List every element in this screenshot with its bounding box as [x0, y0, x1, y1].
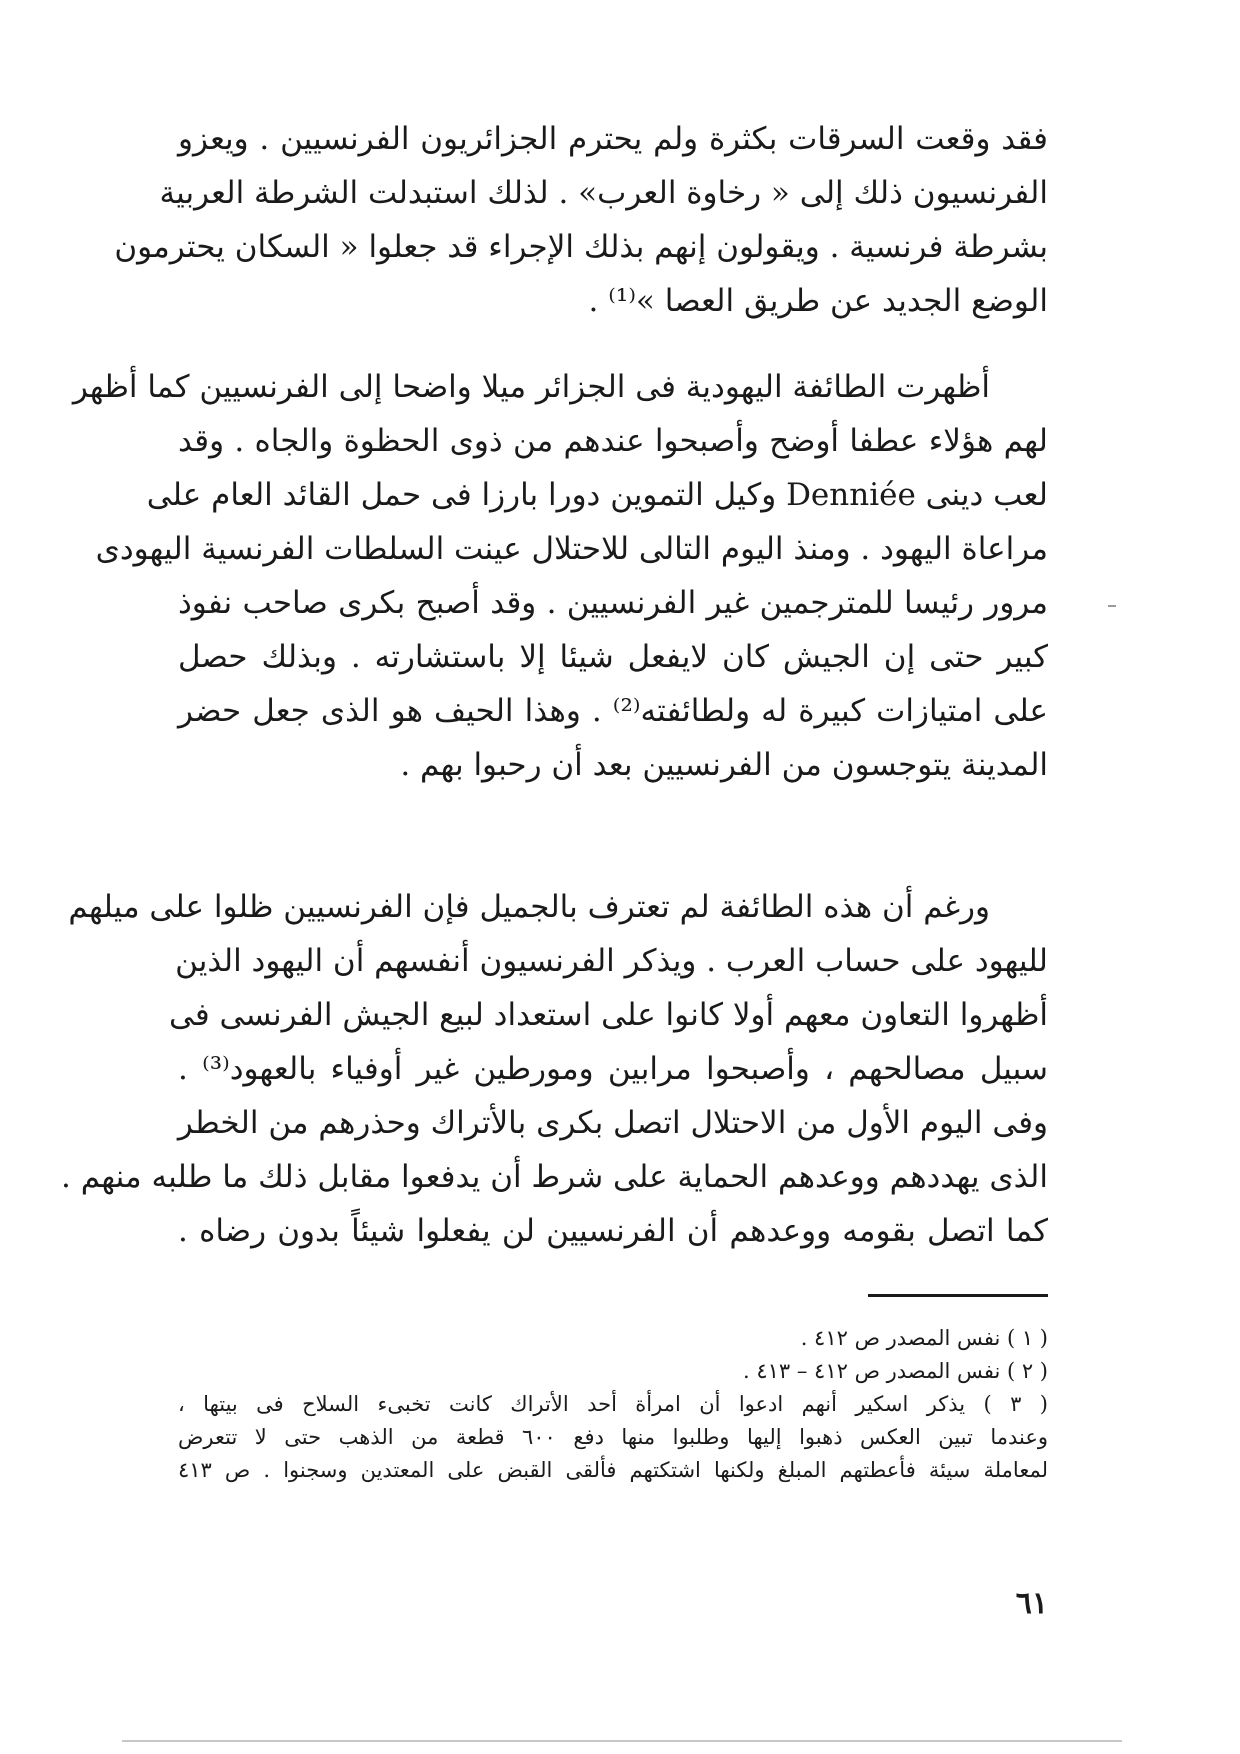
footnote-3-line: وعندما تبين العكس ذهبوا إليها وطلبوا منها دفع ٦٠٠ قطعة من الذهب حتى لا تتعرض: [178, 1425, 1048, 1449]
paragraph-3: [61, 880, 1048, 1258]
text-line: سبيل مصالحهم ، وأصبحوا مرابين ومورطين غير أوفياء بالعهود⁽³⁾ .: [178, 1051, 1048, 1087]
footnote-separator: [868, 1294, 1048, 1297]
footnote-2: ( ٢ ) نفس المصدر ص ٤١٢ – ٤١٣ .: [742, 1359, 1048, 1383]
text-line: لليهود على حساب العرب . ويذكر الفرنسيون أنفسهم أن اليهود الذين: [175, 943, 1048, 979]
text-line: الوضع الجديد عن طريق العصا »⁽¹⁾ .: [588, 283, 1048, 319]
footnote-3-line: ( ٣ ) يذكر اسكير أنهم ادعوا أن امرأة أحد الأتراك كانت تخبىء السلاح فى بيتها ،: [178, 1392, 1048, 1416]
text-line: على امتيازات كبيرة له ولطائفته⁽²⁾ . وهذا الحيف هو الذى جعل حضر: [178, 693, 1048, 729]
text-line: وفى اليوم الأول من الاحتلال اتصل بكرى بالأتراك وحذرهم من الخطر: [177, 1105, 1048, 1141]
page-bottom-edge: [122, 1740, 1122, 1742]
page-number: ٦١: [1015, 1586, 1048, 1621]
text-line: مراعاة اليهود . ومنذ اليوم التالى للاحتلال عينت السلطات الفرنسية اليهودى: [95, 531, 1048, 567]
footnote-3-line: لمعاملة سيئة فأعطتهم المبلغ ولكنها اشتكتهم فألقى القبض على المعتدين وسجنوا . ص ٤١٣: [178, 1458, 1048, 1482]
text-line: لهم هؤلاء عطفا أوضح وأصبحوا عندهم من ذوى الحظوة والجاه . وقد: [178, 423, 1048, 459]
text-line: الفرنسيون ذلك إلى « رخاوة العرب» . لذلك استبدلت الشرطة العربية: [159, 175, 1048, 211]
text-line: أظهرت الطائفة اليهودية فى الجزائر ميلا واضحا إلى الفرنسيين كما أظهر: [72, 369, 990, 405]
text-line: مرور رئيسا للمترجمين غير الفرنسيين . وقد أصبح بكرى صاحب نفوذ: [178, 585, 1048, 621]
text-line: الذى يهددهم ووعدهم الحماية على شرط أن يدفعوا مقابل ذلك ما طلبه منهم .: [61, 1159, 1048, 1195]
text-line: المدينة يتوجسون من الفرنسيين بعد أن رحبوا بهم .: [400, 747, 1048, 783]
text-line: لعب دينى Denniée وكيل التموين دورا بارزا فى حمل القائد العام على: [146, 477, 1048, 513]
footnotes: [178, 1322, 1048, 1487]
paragraph-1: [114, 112, 1048, 328]
text-line: كما اتصل بقومه ووعدهم أن الفرنسيين لن يفعلوا شيئاً بدون رضاه .: [178, 1213, 1048, 1249]
text-line: ورغم أن هذه الطائفة لم تعترف بالجميل فإن الفرنسيين ظلوا على ميلهم: [68, 889, 990, 925]
text-line: فقد وقعت السرقات بكثرة ولم يحترم الجزائريون الفرنسيين . ويعزو: [178, 121, 1048, 157]
text-line: كبير حتى إن الجيش كان لايفعل شيئا إلا باستشارته . وبذلك حصل: [178, 639, 1048, 675]
text-line: أظهروا التعاون معهم أولا كانوا على استعداد لبيع الجيش الفرنسى فى: [169, 997, 1048, 1033]
paragraph-2: [72, 360, 1048, 792]
text-line: بشرطة فرنسية . ويقولون إنهم بذلك الإجراء قد جعلوا « السكان يحترمون: [114, 229, 1048, 265]
scan-mark: [1108, 605, 1116, 607]
footnote-1: ( ١ ) نفس المصدر ص ٤١٢ .: [800, 1326, 1048, 1350]
